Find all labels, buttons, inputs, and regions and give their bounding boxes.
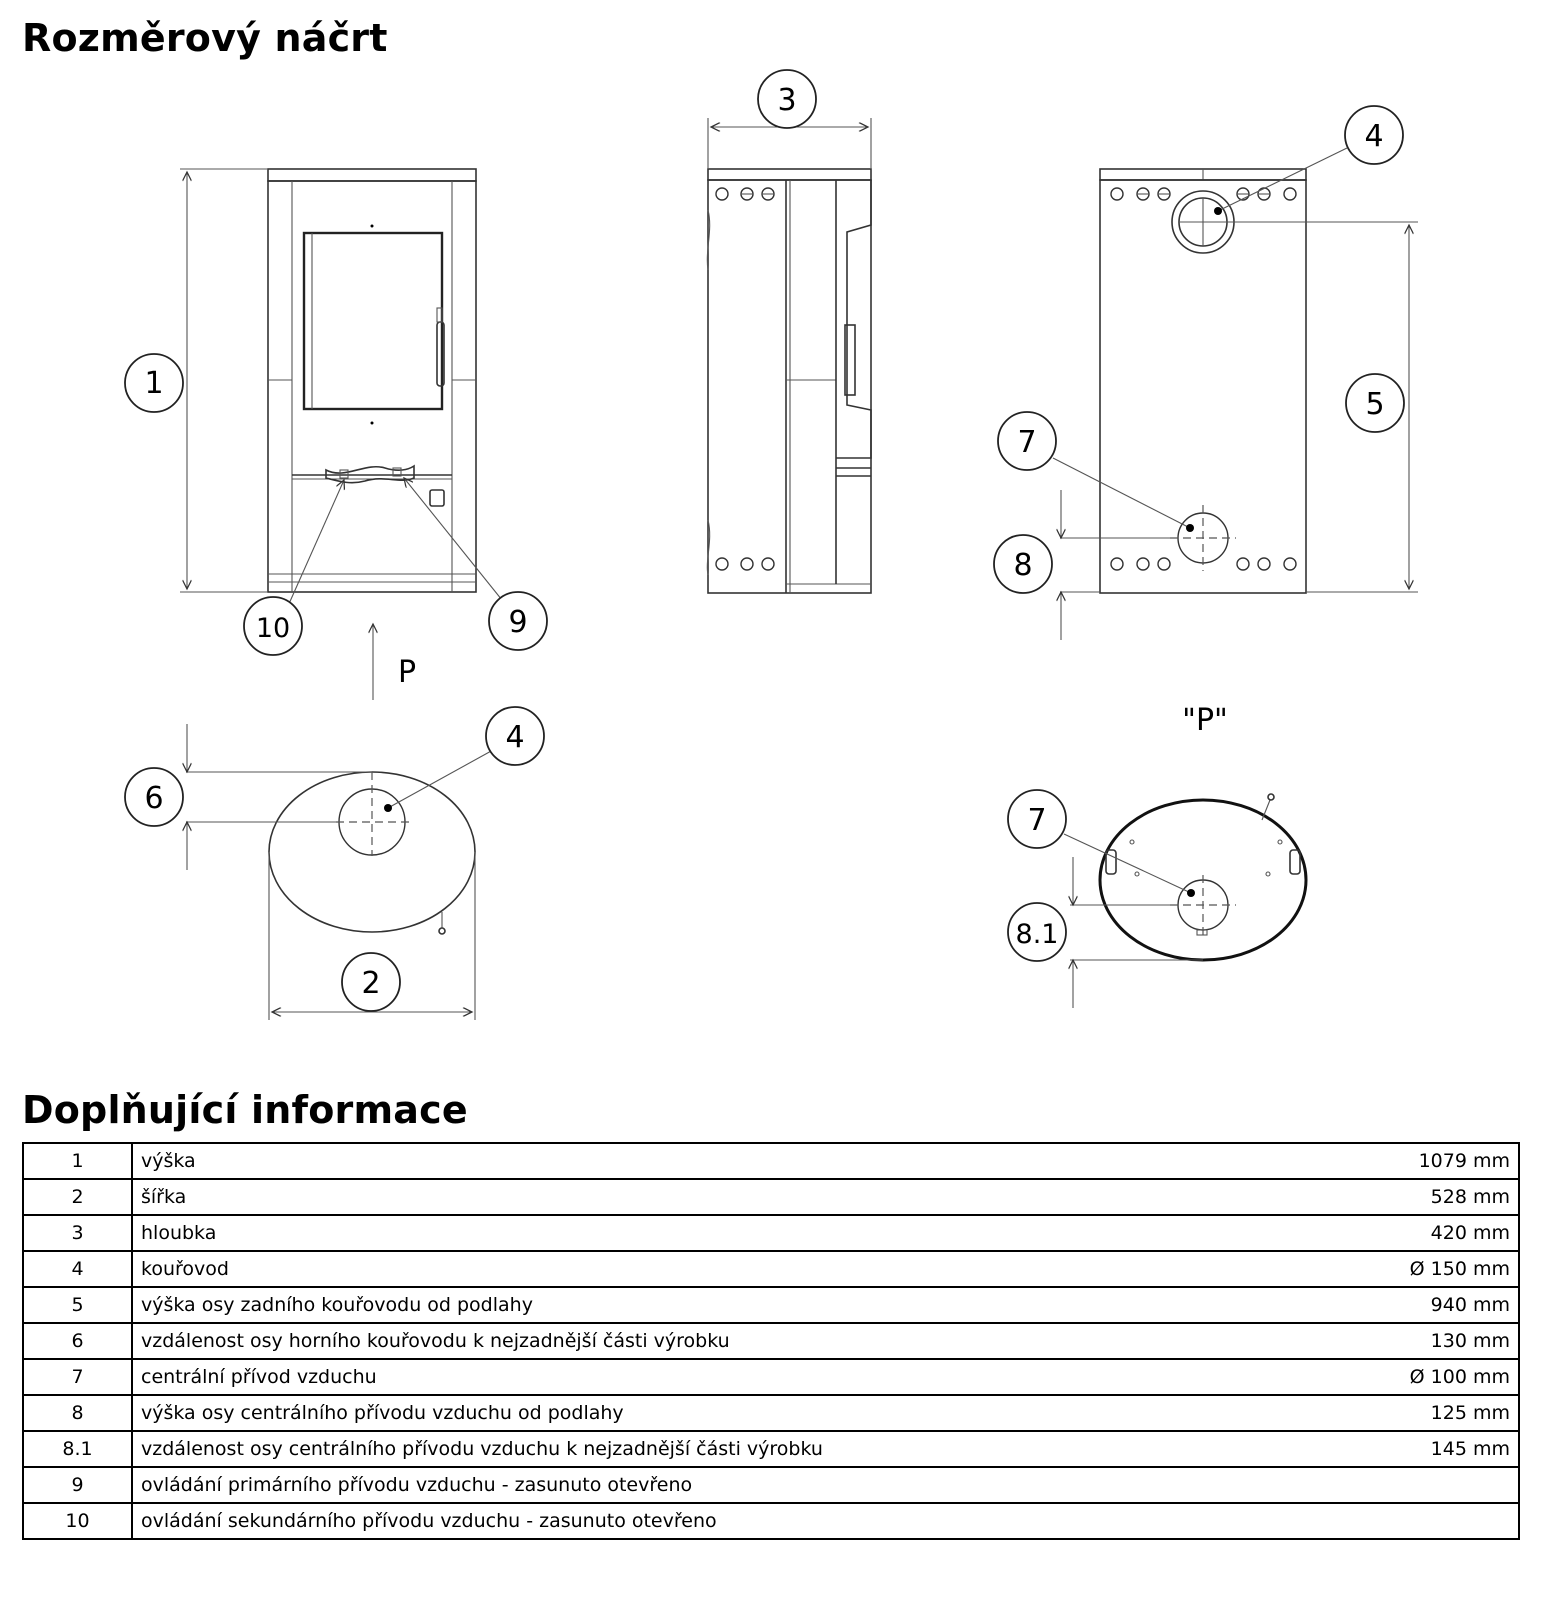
callout-7-bottom <box>1008 790 1066 848</box>
callout-8-1-label: 8.1 <box>1015 919 1059 950</box>
callout-7-rear-label: 7 <box>1017 425 1037 460</box>
callout-4-top-label: 4 <box>505 720 525 755</box>
table-row <box>23 1359 1519 1395</box>
callout-8-label: 8 <box>1013 548 1033 583</box>
callout-7-rear <box>998 412 1056 470</box>
row-value: 1079 mm <box>1292 1143 1519 1179</box>
row-number: 5 <box>23 1287 132 1323</box>
row-number: 1 <box>23 1143 132 1179</box>
bottom-view-p <box>1100 794 1306 960</box>
row-number: 3 <box>23 1215 132 1251</box>
top-view <box>269 772 475 934</box>
dimension-1-line <box>180 169 268 592</box>
row-number: 6 <box>23 1323 132 1359</box>
dimensions-table <box>22 1142 1520 1540</box>
callout-6 <box>125 768 183 826</box>
table-row <box>23 1431 1519 1467</box>
table-row <box>23 1251 1519 1287</box>
table-row <box>23 1323 1519 1359</box>
row-number: 8.1 <box>23 1431 132 1467</box>
row-number: 9 <box>23 1467 132 1503</box>
callout-8 <box>994 535 1052 593</box>
dimension-6-line <box>186 724 372 870</box>
row-label: výška osy centrálního přívodu vzduchu od podlahy <box>132 1395 1292 1431</box>
row-label: vzdálenost osy centrálního přívodu vzduchu k nejzadnější části výrobku <box>132 1431 1292 1467</box>
callout-1-label: 1 <box>144 366 164 401</box>
info-title: Doplňující informace <box>22 1088 468 1132</box>
row-value <box>1292 1467 1519 1503</box>
row-number: 2 <box>23 1179 132 1215</box>
row-value <box>1292 1503 1519 1539</box>
table-row <box>23 1467 1519 1503</box>
sketch-title: Rozměrový náčrt <box>22 16 388 60</box>
row-value: 130 mm <box>1292 1323 1519 1359</box>
row-value: 528 mm <box>1292 1179 1519 1215</box>
callout-10 <box>244 597 302 655</box>
callout-4-rear-label: 4 <box>1364 119 1384 154</box>
row-label: šířka <box>132 1179 1292 1215</box>
callout-10-label: 10 <box>255 613 291 644</box>
row-number: 7 <box>23 1359 132 1395</box>
row-label: hloubka <box>132 1215 1292 1251</box>
row-value: 145 mm <box>1292 1431 1519 1467</box>
rear-view <box>1100 169 1306 593</box>
side-view <box>707 169 871 593</box>
row-label: ovládání sekundárního přívodu vzduchu - zasunuto otevřeno <box>132 1503 1292 1539</box>
table-row <box>23 1503 1519 1539</box>
view-arrow-label: P <box>398 655 417 690</box>
row-label: výška <box>132 1143 1292 1179</box>
row-number: 8 <box>23 1395 132 1431</box>
table-row <box>23 1215 1519 1251</box>
row-value: Ø 100 mm <box>1292 1359 1519 1395</box>
callout-2-label: 2 <box>361 966 381 1001</box>
table-row <box>23 1143 1519 1179</box>
callout-5-label: 5 <box>1365 387 1385 422</box>
row-label: centrální přívod vzduchu <box>132 1359 1292 1395</box>
callout-4-rear <box>1345 106 1403 164</box>
callout-9 <box>489 592 547 650</box>
callout-8-1 <box>1008 903 1066 961</box>
callout-3 <box>758 70 816 128</box>
row-value: 420 mm <box>1292 1215 1519 1251</box>
row-value: 125 mm <box>1292 1395 1519 1431</box>
callout-1 <box>125 354 183 412</box>
view-p-title: "P" <box>1182 703 1228 738</box>
table-row <box>23 1395 1519 1431</box>
callout-5 <box>1346 374 1404 432</box>
table-row <box>23 1287 1519 1323</box>
row-label: vzdálenost osy horního kouřovodu k nejzadnější části výrobku <box>132 1323 1292 1359</box>
row-number: 10 <box>23 1503 132 1539</box>
row-value: 940 mm <box>1292 1287 1519 1323</box>
callout-6-label: 6 <box>144 781 164 816</box>
callout-2 <box>342 953 400 1011</box>
callout-3-label: 3 <box>777 83 797 118</box>
row-number: 4 <box>23 1251 132 1287</box>
row-label: ovládání primárního přívodu vzduchu - zasunuto otevřeno <box>132 1467 1292 1503</box>
callout-9-label: 9 <box>508 605 528 640</box>
row-label: výška osy zadního kouřovodu od podlahy <box>132 1287 1292 1323</box>
dimension-8-1-line <box>1070 857 1203 1008</box>
table-row <box>23 1179 1519 1215</box>
dimension-drawing <box>0 60 1542 1060</box>
row-value: Ø 150 mm <box>1292 1251 1519 1287</box>
row-label: kouřovod <box>132 1251 1292 1287</box>
callout-4-top <box>486 707 544 765</box>
callout-7-bottom-label: 7 <box>1027 803 1047 838</box>
